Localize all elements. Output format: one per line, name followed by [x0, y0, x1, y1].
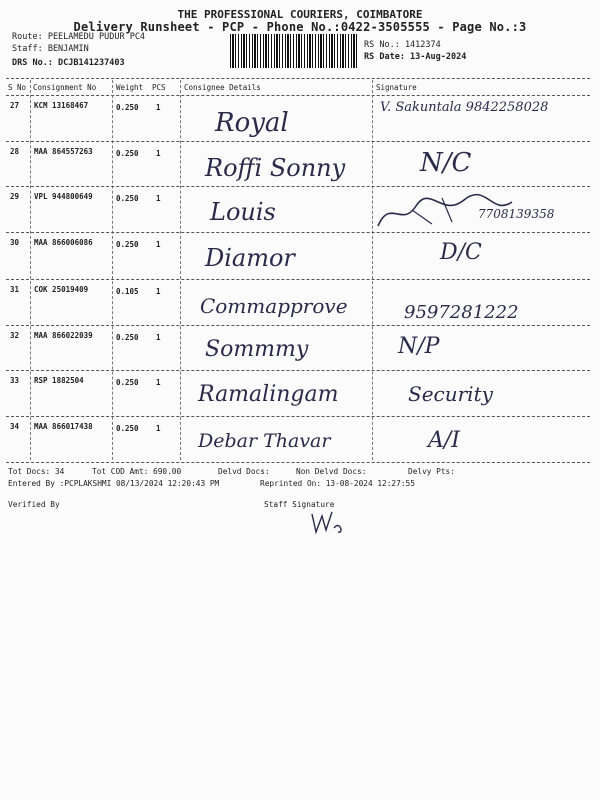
signature-handwriting: A/I [428, 428, 460, 453]
row-consignment: MAA 864557263 [34, 147, 93, 156]
row-pcs: 1 [156, 287, 161, 296]
signature-handwriting: Security [408, 382, 493, 406]
non-delivered-docs: Non Delvd Docs: [296, 467, 367, 476]
row-pcs: 1 [156, 103, 161, 112]
table-top-rule [6, 78, 590, 79]
consignee-handwriting: Louis [210, 198, 276, 226]
consignee-handwriting: Debar Thavar [198, 430, 331, 452]
signature-handwriting: 9597281222 [404, 302, 519, 323]
col-consignment: Consignment No [33, 83, 97, 92]
delivered-docs: Delvd Docs: [218, 467, 270, 476]
row-consignment: COK 25019409 [34, 285, 89, 294]
signature-handwriting: V. Sakuntala 9842258028 [380, 100, 549, 115]
consignee-handwriting: Roffi Sonny [205, 154, 346, 182]
drs-number: DRS No.: DCJB141237403 [12, 58, 125, 68]
delivery-points: Delvy Pts: [408, 467, 455, 476]
col-divider [30, 80, 31, 460]
row-weight: 0.250 [116, 424, 139, 433]
row-consignment: MAA 866022039 [34, 331, 93, 340]
col-divider [112, 80, 113, 460]
row-weight: 0.250 [116, 333, 139, 342]
row-weight: 0.105 [116, 287, 139, 296]
row-sno: 30 [10, 238, 20, 247]
row-weight: 0.250 [116, 149, 139, 158]
row-pcs: 1 [156, 194, 161, 203]
consignee-handwriting: Sommmy [205, 337, 309, 362]
row-sno: 27 [10, 101, 20, 110]
company-title: THE PROFESSIONAL COURIERS, COIMBATORE [177, 8, 423, 21]
consignee-handwriting: Commapprove [200, 294, 348, 318]
row-pcs: 1 [156, 333, 161, 342]
route-label: Route: PEELAMEDU PUDUR PC4 [12, 32, 146, 42]
row-consignment: MAA 866006086 [34, 238, 93, 247]
row-pcs: 1 [156, 424, 161, 433]
barcode-image [230, 34, 358, 68]
row-sno: 31 [10, 285, 20, 294]
row-sno: 34 [10, 422, 20, 431]
row-rule [6, 141, 590, 142]
row-consignment: KCM 13168467 [34, 101, 89, 110]
row-sno: 33 [10, 376, 20, 385]
staff-label: Staff: BENJAMIN [12, 44, 89, 54]
row-pcs: 1 [156, 378, 161, 387]
row-weight: 0.250 [116, 240, 139, 249]
col-pcs: PCS [152, 83, 166, 92]
row-rule [6, 279, 590, 280]
row-weight: 0.250 [116, 194, 139, 203]
row-rule [6, 416, 590, 417]
col-divider [180, 80, 181, 460]
verified-by: Verified By [8, 500, 60, 509]
row-weight: 0.250 [116, 103, 139, 112]
total-docs: Tot Docs: 34 [8, 467, 65, 476]
row-rule [6, 232, 590, 233]
consignee-handwriting: Royal [215, 108, 289, 138]
row-rule [6, 186, 590, 187]
rs-date: RS Date: 13-Aug-2024 [364, 52, 467, 62]
rs-number: RS No.: 1412374 [364, 40, 441, 50]
row-pcs: 1 [156, 240, 161, 249]
col-divider [372, 80, 373, 460]
row-pcs: 1 [156, 149, 161, 158]
col-weight: Weight [116, 83, 144, 92]
signature-handwriting: N/C [420, 148, 472, 178]
total-cod-amount: Tot COD Amt: 690.00 [92, 467, 182, 476]
row-consignment: MAA 866017438 [34, 422, 93, 431]
row-sno: 32 [10, 331, 20, 340]
reprinted-on: Reprinted On: 13-08-2024 12:27:55 [260, 479, 415, 488]
row-consignment: RSP 1882504 [34, 376, 84, 385]
col-sno: S No [8, 83, 27, 92]
consignee-handwriting: Ramalingam [198, 382, 339, 407]
staff-signature-label: Staff Signature [264, 500, 335, 509]
consignee-handwriting: Diamor [205, 244, 295, 272]
table-bottom-rule [6, 462, 590, 463]
signature-handwriting: N/P [398, 334, 440, 359]
entered-by: Entered By :PCPLAKSHMI 08/13/2024 12:20:43 PM [8, 479, 220, 488]
row-weight: 0.250 [116, 378, 139, 387]
row-rule [6, 325, 590, 326]
row-sno: 28 [10, 147, 20, 156]
signature-handwriting: D/C [440, 240, 482, 265]
col-signature: Signature [376, 83, 417, 92]
row-sno: 29 [10, 192, 20, 201]
col-consignee: Consignee Details [184, 83, 261, 92]
header-rule [6, 95, 590, 96]
runsheet-subtitle: Delivery Runsheet - PCP - Phone No.:0422-3505555 - Page No.:3 [73, 20, 527, 34]
signature-handwriting: 7708139358 [478, 207, 555, 221]
staff-signature-scribble [308, 506, 348, 536]
row-consignment: VPL 944800649 [34, 192, 93, 201]
row-rule [6, 370, 590, 371]
